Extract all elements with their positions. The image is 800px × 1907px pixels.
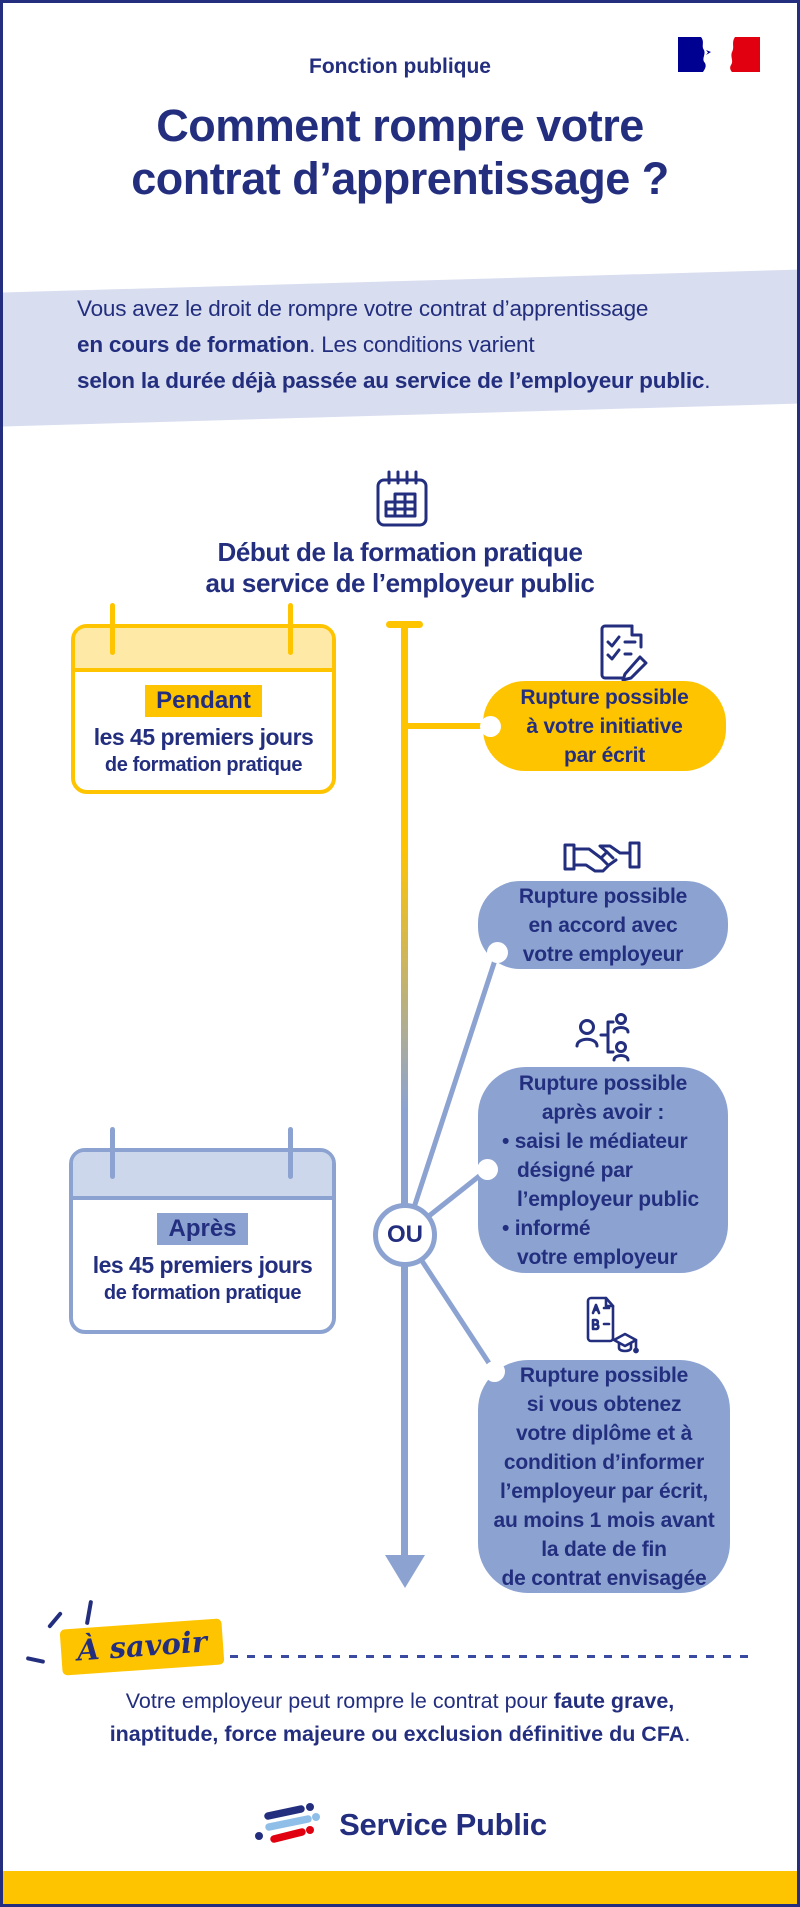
timeline-line	[401, 621, 408, 1559]
calendar-ring	[110, 1127, 115, 1179]
ou-node: OU	[373, 1203, 437, 1267]
footer	[3, 1795, 797, 1855]
notice-text: Votre employeur peut rompre le contrat pour faute grave, inaptitude, force majeure ou exclusion définitive du CFA.	[109, 1689, 691, 1746]
calendar-ring	[110, 603, 115, 655]
page-title: Comment rompre votre contrat d’apprentissage ?	[131, 100, 669, 204]
connector-dot	[480, 716, 501, 737]
arrow-down-icon	[385, 1555, 425, 1588]
spark-dash-icon	[47, 1611, 63, 1629]
document-check-pencil-icon	[592, 623, 652, 681]
apres-highlight: Après	[157, 1213, 247, 1245]
pendant-card: Pendant les 45 premiers jours de formation pratique	[71, 624, 336, 794]
connector-initiative	[405, 723, 491, 729]
connector-dot	[484, 1361, 505, 1382]
calendar-ring	[288, 603, 293, 655]
diploma-icon	[579, 1296, 639, 1356]
connector-dot	[487, 942, 508, 963]
handshake-icon	[563, 837, 641, 877]
calendar-ring	[288, 1127, 293, 1179]
pendant-highlight: Pendant	[145, 685, 262, 717]
spark-dash-icon	[85, 1600, 93, 1625]
a-savoir-badge: À savoir	[60, 1618, 225, 1675]
connector-dot	[477, 1159, 498, 1180]
timeline-heading: Début de la formation pratique au service de l’employeur public	[205, 537, 595, 598]
bubble-mediateur: Rupture possible après avoir : • saisi le médiateur désigné par l’employeur public • informé votre employeur	[478, 1067, 728, 1273]
bubble-diplome: Rupture possible si vous obtenez votre diplôme et à condition d’informer l’employeur par écrit, au moins 1 mois avant la date de fin de contrat envisagée	[478, 1360, 730, 1593]
footer-brand: Service Public	[339, 1807, 547, 1842]
dashed-divider	[213, 1655, 749, 1658]
bubble-initiative: Rupture possible à votre initiative par écrit	[483, 681, 726, 771]
calendar-icon	[375, 469, 429, 529]
kicker: Fonction publique	[309, 55, 491, 78]
bottom-bar	[3, 1871, 797, 1904]
intro-text: Vous avez le droit de rompre votre contrat d’apprentissage en cours de formation. Les conditions varient selon la durée déjà passée au service de l’employeur public.	[77, 296, 711, 393]
marianne-flag-icon	[678, 37, 760, 72]
bubble-accord: Rupture possible en accord avec votre employeur	[478, 881, 728, 969]
service-public-logo-icon	[253, 1795, 327, 1855]
mediator-people-icon	[574, 1009, 634, 1065]
apres-card: Après les 45 premiers jours de formation pratique	[69, 1148, 336, 1334]
spark-dash-icon	[26, 1656, 45, 1664]
